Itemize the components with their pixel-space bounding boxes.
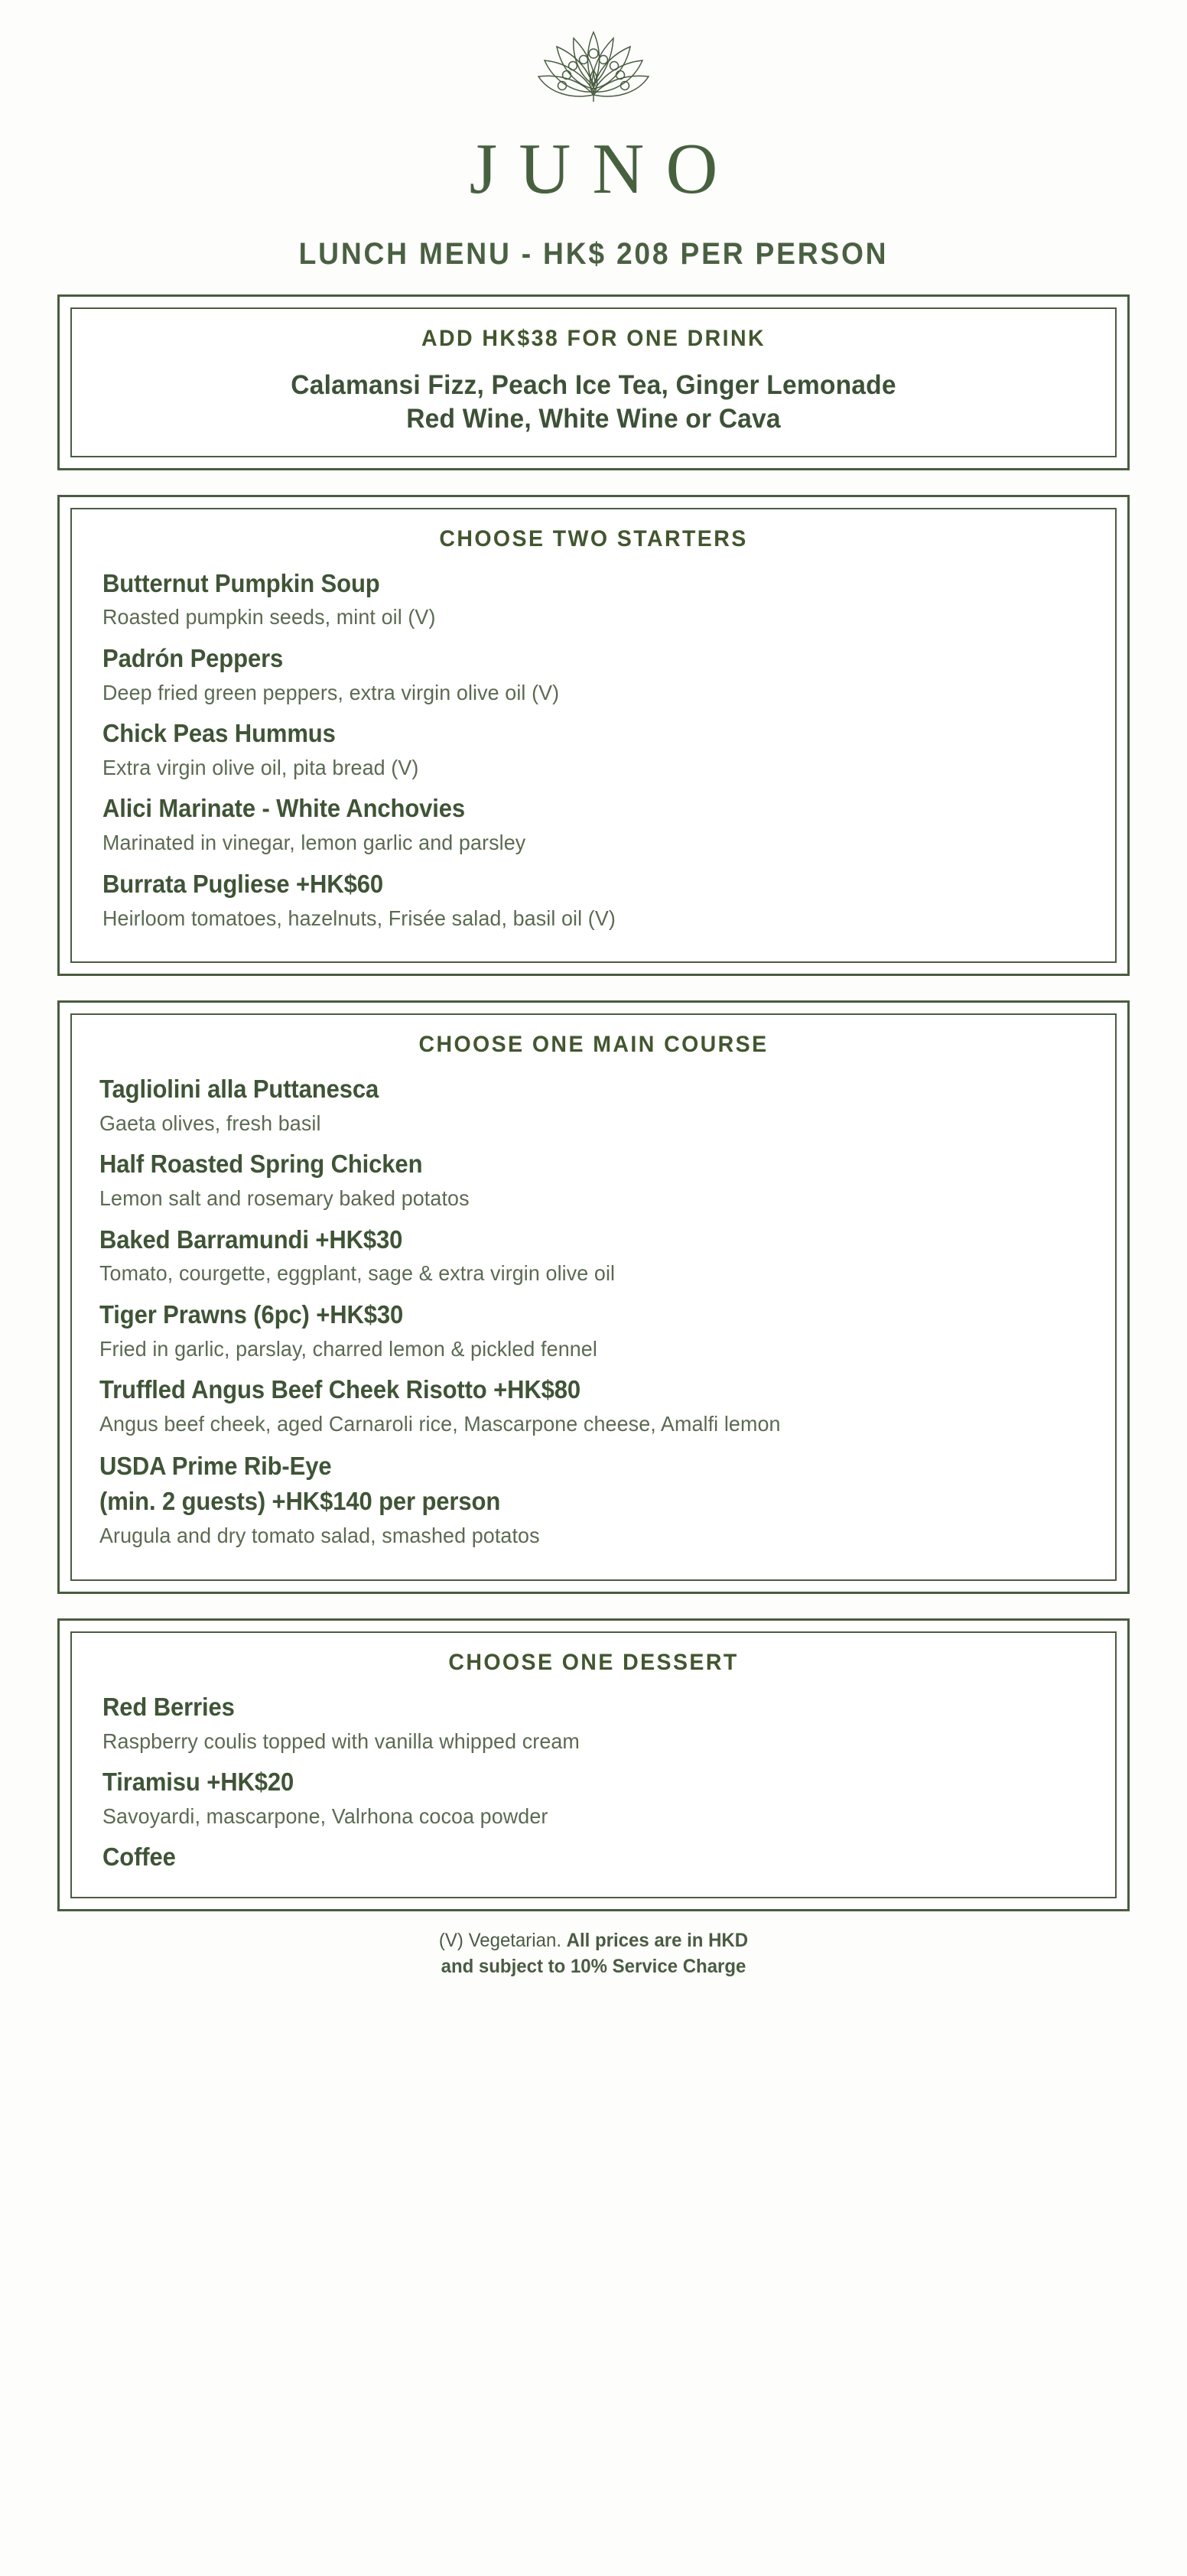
dish-description: Lemon salt and rosemary baked potatos — [99, 1186, 470, 1211]
list-item — [99, 1147, 1092, 1214]
dish-name: Red Berries — [102, 1692, 235, 1721]
list-item — [102, 791, 1092, 858]
list-item — [102, 641, 1092, 708]
list-item — [102, 1764, 1092, 1832]
list-item — [99, 1072, 1092, 1139]
dish-description: Deep fried green peppers, extra virgin olive oil (V) — [102, 680, 560, 704]
section-heading-drinks: ADD HK$38 FOR ONE DRINK — [421, 326, 766, 351]
dish-name: Chick Peas Hummus — [102, 719, 336, 748]
menu-footer — [57, 1928, 1130, 1980]
dessert-list — [95, 1690, 1092, 1875]
list-item — [99, 1372, 1092, 1440]
list-item — [102, 867, 1092, 934]
list-item — [102, 716, 1092, 783]
section-dessert-inner — [70, 1631, 1117, 1898]
dish-description: Heirloom tomatoes, hazelnuts, Frisée salad, basil oil (V) — [102, 906, 616, 930]
dish-name: Tiger Prawns (6pc) +HK$30 — [99, 1299, 404, 1329]
vegetarian-note: (V) Vegetarian. — [438, 1930, 567, 1952]
menu-title: LUNCH MENU - HK$ 208 PER PERSON — [298, 237, 889, 271]
drink-line: Red Wine, White Wine or Cava — [406, 403, 781, 434]
brand-logo — [0, 11, 1187, 118]
dish-name: Butternut Pumpkin Soup — [102, 568, 380, 597]
section-heading-main-course: CHOOSE ONE MAIN COURSE — [418, 1031, 769, 1057]
section-dessert — [57, 1618, 1130, 1911]
dish-description: Gaeta olives, fresh basil — [99, 1111, 321, 1135]
list-item — [102, 1839, 1092, 1875]
dish-name: Burrata Pugliese +HK$60 — [102, 869, 383, 898]
dish-name: Tagliolini alla Puttanesca — [99, 1074, 379, 1103]
dish-description: Raspberry coulis topped with vanilla whipped cream — [102, 1729, 580, 1753]
drink-options — [95, 369, 1092, 436]
peacock-fan-leaves-icon — [525, 26, 662, 118]
section-drinks — [57, 294, 1130, 470]
starters-list — [95, 566, 1092, 934]
dish-description: Roasted pumpkin seeds, mint oil (V) — [102, 605, 436, 629]
dish-name: Half Roasted Spring Chicken — [99, 1150, 423, 1179]
section-heading-dessert: CHOOSE ONE DESSERT — [448, 1649, 739, 1675]
dish-description: Tomato, courgette, eggplant, sage & extra virgin olive oil — [99, 1261, 616, 1286]
dish-name: Padrón Peppers — [102, 643, 284, 672]
section-drinks-inner — [70, 307, 1117, 457]
price-currency-note: All prices are in HKD — [566, 1930, 749, 1952]
dish-name: Alici Marinate - White Anchovies — [102, 794, 466, 823]
section-main-course — [57, 1000, 1130, 1594]
dish-description: Savoyardi, mascarpone, Valrhona cocoa powder — [102, 1804, 548, 1828]
list-item — [102, 1690, 1092, 1757]
list-item — [99, 1297, 1092, 1364]
list-item — [99, 1449, 1092, 1552]
list-item — [99, 1222, 1092, 1290]
list-item — [102, 566, 1092, 633]
dish-name: Baked Barramundi +HK$30 — [99, 1225, 403, 1254]
dish-name-secondary: (min. 2 guests) +HK$140 per person — [99, 1487, 501, 1516]
dish-description: Angus beef cheek, aged Carnaroli rice, Mascarpone cheese, Amalfi lemon — [99, 1412, 781, 1436]
drink-line: Calamansi Fizz, Peach Ice Tea, Ginger Lemonade — [291, 370, 896, 400]
footer-line-2: and subject to 10% Service Charge — [441, 1955, 746, 1977]
dish-name: USDA Prime Rib-Eye — [99, 1451, 332, 1480]
brand-name: JUNO — [469, 129, 740, 209]
dish-name: Tiramisu +HK$20 — [102, 1768, 294, 1797]
section-main-course-inner — [70, 1013, 1117, 1581]
section-starters — [57, 495, 1130, 976]
menu-header — [0, 0, 1187, 272]
dish-description: Extra virgin olive oil, pita bread (V) — [102, 755, 419, 779]
footer-line-1 — [79, 1928, 1108, 1954]
dish-description: Fried in garlic, parslay, charred lemon & pickled fennel — [99, 1336, 597, 1361]
dish-description: Arugula and dry tomato salad, smashed potatos — [99, 1524, 540, 1548]
dish-name: Truffled Angus Beef Cheek Risotto +HK$80 — [99, 1375, 581, 1404]
dish-description: Marinated in vinegar, lemon garlic and parsley — [102, 831, 526, 855]
main-course-list — [95, 1072, 1092, 1552]
section-starters-inner — [70, 508, 1117, 963]
section-heading-starters: CHOOSE TWO STARTERS — [439, 525, 748, 551]
dish-name: Coffee — [102, 1843, 176, 1872]
